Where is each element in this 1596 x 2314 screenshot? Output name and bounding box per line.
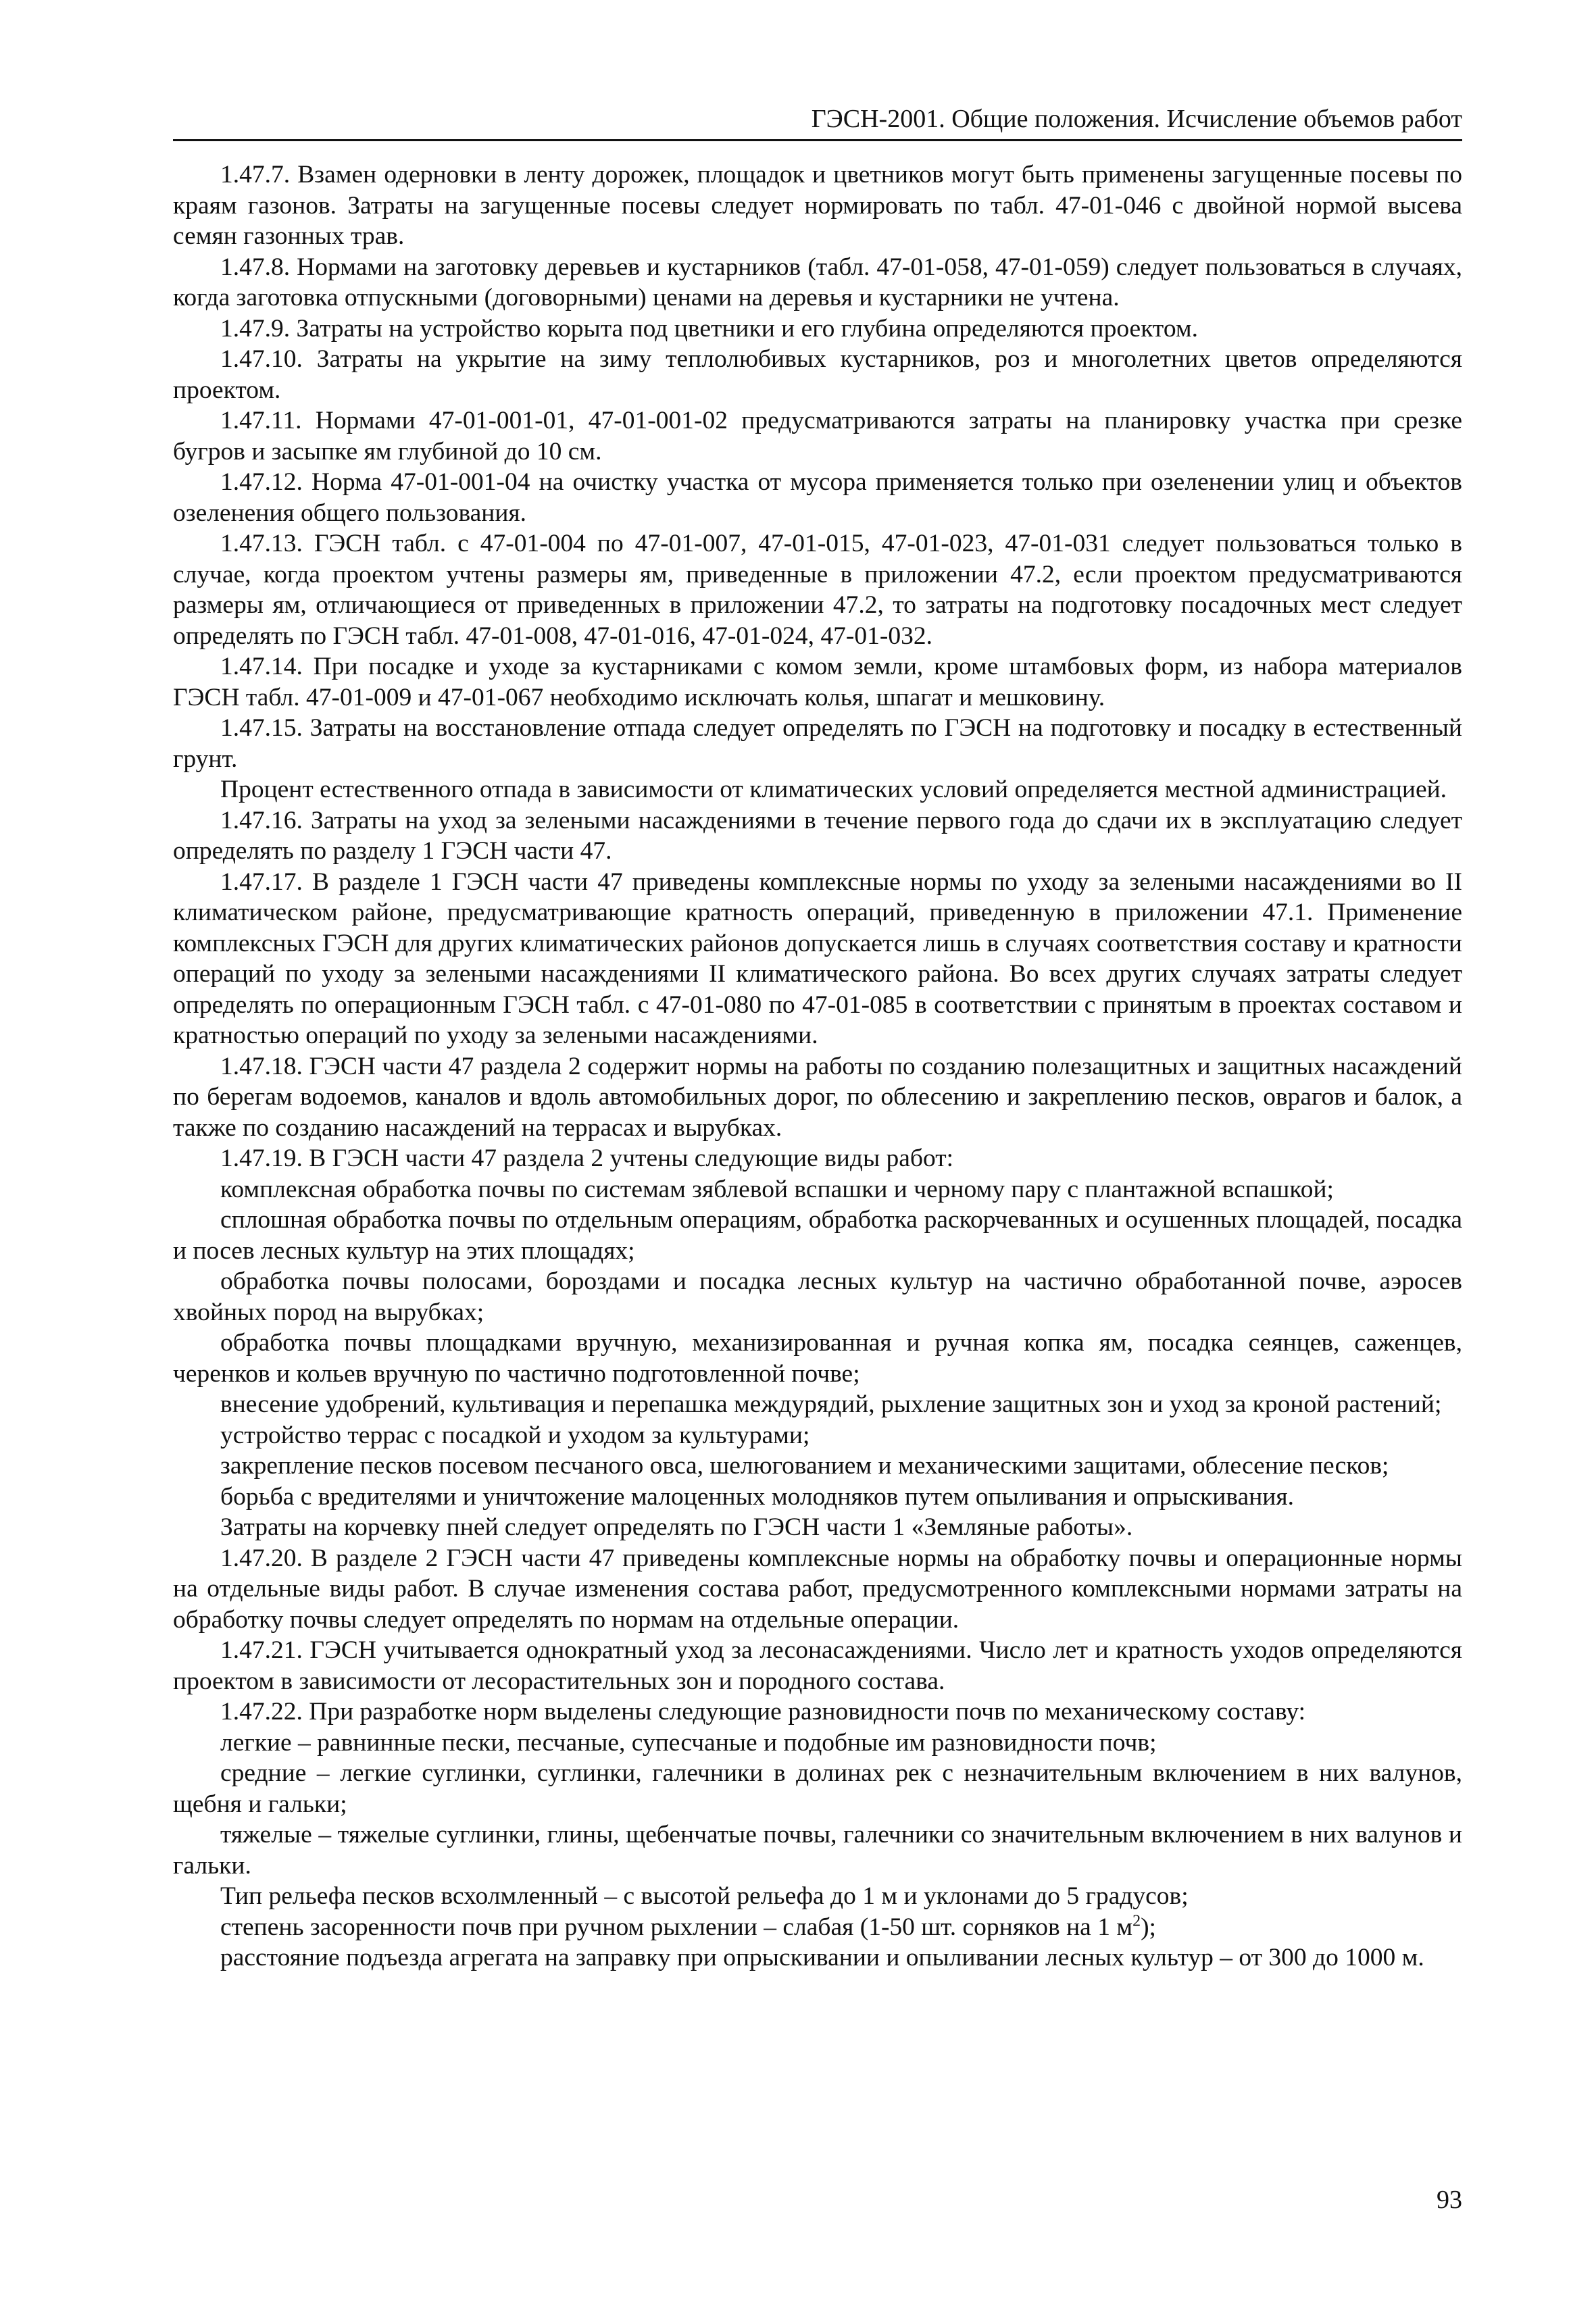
paragraph: Тип рельефа песков всхолмленный – с высотой рельефа до 1 м и уклонами до 5 градусов; bbox=[220, 1882, 1189, 1910]
list-item: средние – легкие суглинки, суглинки, галечники в долинах рек с незначительным включением в них валунов, щебня и гальки; bbox=[173, 1759, 1462, 1818]
paragraph: 1.47.14. При посадке и уходе за кустарниками с комом земли, кроме штамбовых форм, из набора материалов ГЭСН табл. 47-01-009 и 47-01-067 необходимо исключать колья, шпагат и мешковину. bbox=[173, 653, 1462, 711]
paragraph: 1.47.19. В ГЭСН части 47 раздела 2 учтены следующие виды работ: bbox=[220, 1145, 954, 1172]
page-number: 93 bbox=[1437, 2186, 1462, 2214]
paragraph: 1.47.16. Затраты на уход за зелеными насаждениями в течение первого года до сдачи их в эксплуатацию следует определять по разделу 1 ГЭСН части 47. bbox=[173, 806, 1462, 865]
text-span: степень засоренности почв при ручном рыхлении – слабая (1-50 шт. сорняков на 1 м bbox=[220, 1913, 1133, 1941]
list-item: комплексная обработка почвы по системам зяблевой вспашки и черному пару с плантажной вспашкой; bbox=[220, 1175, 1334, 1203]
paragraph: 1.47.10. Затраты на укрытие на зиму теплолюбивых кустарников, роз и многолетних цветов определяются проектом. bbox=[173, 345, 1462, 404]
paragraph: 1.47.21. ГЭСН учитывается однократный уход за лесонасаждениями. Число лет и кратность уходов определяются проектом в зависимости от лесорастительных зон и породного состава. bbox=[173, 1636, 1462, 1695]
paragraph: 1.47.7. Взамен одерновки в ленту дорожек, площадок и цветников могут быть применены загущенные посевы по краям газонов. Затраты на загущенные посевы следует нормировать по табл. 47-01-046 с двойной нормой высева семян газонных трав. bbox=[173, 161, 1462, 250]
paragraph: расстояние подъезда агрегата на заправку при опрыскивании и опыливании лесных культур – от 300 до 1000 м. bbox=[220, 1944, 1424, 1971]
paragraph: 1.47.15. Затраты на восстановление отпада следует определять по ГЭСН на подготовку и посадку в естественный грунт. bbox=[173, 714, 1462, 773]
paragraph: 1.47.11. Нормами 47-01-001-01, 47-01-001-02 предусматриваются затраты на планировку участка при срезке бугров и засыпке ям глубиной до 10 см. bbox=[173, 407, 1462, 466]
paragraph: 1.47.12. Норма 47-01-001-04 на очистку участка от мусора применяется только при озеленении улиц и объектов озеленения общего пользования. bbox=[173, 468, 1462, 527]
paragraph: 1.47.9. Затраты на устройство корыта под цветники и его глубина определяются проектом. bbox=[220, 314, 1198, 343]
list-item: обработка почвы полосами, бороздами и посадка лесных культур на частично обработанной почве, аэросев хвойных пород на вырубках; bbox=[173, 1267, 1462, 1326]
list-item: борьба с вредителями и уничтожение малоценных молодняков путем опыливания и опрыскивания. bbox=[220, 1482, 1294, 1511]
list-item: устройство террас с посадкой и уходом за культурами; bbox=[220, 1421, 810, 1449]
list-item: внесение удобрений, культивация и перепашка междурядий, рыхление защитных зон и уход за кроной растений; bbox=[220, 1390, 1442, 1418]
header-rule bbox=[173, 139, 1462, 141]
superscript: 2 bbox=[1132, 1912, 1141, 1930]
paragraph: 1.47.8. Нормами на заготовку деревьев и кустарников (табл. 47-01-058, 47-01-059) следует пользоваться в случаях, когда заготовка отпускными (договорными) ценами на деревья и кустарники не учтена. bbox=[173, 253, 1462, 311]
running-header: ГЭСН-2001. Общие положения. Исчисление объемов работ bbox=[811, 105, 1462, 133]
paragraph: Процент естественного отпада в зависимости от климатических условий определяется местной администрацией. bbox=[220, 776, 1447, 803]
list-item: сплошная обработка почвы по отдельным операциям, обработка раскорчеванных и осушенных площадей, посадка и посев лесных культур на этих площадях; bbox=[173, 1206, 1462, 1265]
paragraph-weed-density bbox=[173, 1912, 1462, 1943]
paragraph: Затраты на корчевку пней следует определять по ГЭСН части 1 «Земляные работы». bbox=[220, 1513, 1133, 1541]
paragraph: 1.47.13. ГЭСН табл. с 47-01-004 по 47-01-007, 47-01-015, 47-01-023, 47-01-031 следует пользоваться только в случае, когда проектом учтены размеры ям, приведенные в приложении 47.2, если проектом предусматриваются размеры ям, отличающиеся от приведенных в приложении 47.2, то затраты на подготовку посадочных мест следует определять по ГЭСН табл. 47-01-008, 47-01-016, 47-01-024, 47-01-032. bbox=[173, 530, 1462, 650]
paragraph: 1.47.20. В разделе 2 ГЭСН части 47 приведены комплексные нормы на обработку почвы и операционные нормы на отдельные виды работ. В случае изменения состава работ, предусмотренного комплексными нормами затраты на обработку почвы следует определять по нормам на отдельные операции. bbox=[173, 1544, 1462, 1634]
text-span: ); bbox=[1141, 1913, 1156, 1941]
list-item: легкие – равнинные пески, песчаные, супесчаные и подобные им разновидности почв; bbox=[220, 1728, 1157, 1757]
list-item: закрепление песков посевом песчаного овса, шелюгованием и механическими защитами, облесение песков; bbox=[220, 1452, 1389, 1480]
paragraph: 1.47.22. При разработке норм выделены следующие разновидности почв по механическому составу: bbox=[220, 1698, 1306, 1726]
body-text bbox=[173, 159, 1462, 1973]
paragraph: 1.47.17. В разделе 1 ГЭСН части 47 приведены комплексные нормы по уходу за зелеными насаждениями во II климатическом районе, предусматривающие кратность операций, приведенную в приложении 47.1. Применение комплексных ГЭСН для других климатических районов допускается лишь в случаях соответствия составу и кратности операций по уходу за зелеными насаждениями II климатического района. Во всех других случаях затраты следует определять по операционным ГЭСН табл. с 47-01-080 по 47-01-085 в соответствии с принятым в проектах составом и кратностью операций по уходу за зелеными насаждениями. bbox=[173, 867, 1462, 1049]
paragraph: 1.47.18. ГЭСН части 47 раздела 2 содержит нормы на работы по созданию полезащитных и защитных насаждений по берегам водоемов, каналов и вдоль автомобильных дорог, по облесению и закреплению песков, оврагов и балок, а также по созданию насаждений на террасах и вырубках. bbox=[173, 1052, 1462, 1142]
list-item: тяжелые – тяжелые суглинки, глины, щебенчатые почвы, галечники со значительным включением в них валунов и гальки. bbox=[173, 1821, 1462, 1880]
list-item: обработка почвы площадками вручную, механизированная и ручная копка ям, посадка сеянцев, саженцев, черенков и кольев вручную по частично подготовленной почве; bbox=[173, 1329, 1462, 1388]
